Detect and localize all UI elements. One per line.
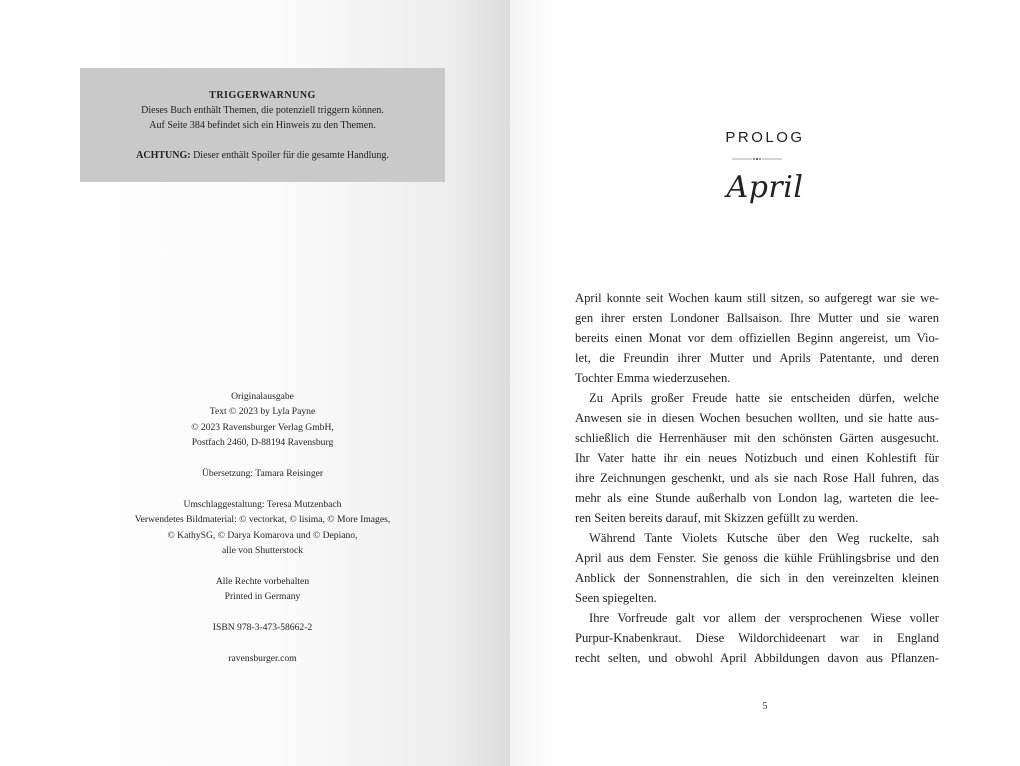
imprint-image-credits-2: © KathySG, © Darya Komarova und © Depiano, [167, 529, 358, 541]
body-text [575, 288, 939, 668]
imprint [80, 389, 445, 666]
imprint-rights: Alle Rechte vorbehalten [215, 575, 310, 587]
text-line: Zu Aprils großer Freude hatte sie entscheiden dürfen, welche [589, 391, 939, 405]
trigger-warning-line-1: Dieses Buch enthält Themen, die potenziell triggern können. [141, 105, 384, 116]
text-line: Seen spiegelten. [575, 591, 657, 605]
attention-text: Dieser enthält Spoiler für die gesamte Handlung. [190, 150, 389, 161]
text-line: April aus dem Fenster. Sie genoss die kühle Frühlingsbrise und den [575, 551, 939, 565]
imprint-cover-design: Umschlaggestaltung: Teresa Mutzenbach [183, 498, 342, 510]
page-number: 5 [762, 701, 768, 712]
text-line: mehr als eine Stunde außerhalb von London lag, warteten die lee- [575, 491, 939, 505]
text-line: ihre Zeichnungen geschenkt, und als sie nach Rose Hall fuhren, das [575, 471, 939, 485]
text-line: Ihre Vorfreude galt vor allem der versprochenen Wiese voller [589, 611, 939, 625]
imprint-address: Postfach 2460, D-88194 Ravensburg [191, 437, 334, 449]
trigger-warning-attention [80, 148, 445, 163]
imprint-printed: Printed in Germany [224, 591, 301, 603]
trigger-warning-box [80, 68, 445, 182]
text-line: bereits einen Monat vor dem offiziellen Beginn angereist, um Vio- [575, 331, 939, 345]
text-line: ren Seiten bereits darauf, mit Skizzen gefüllt zu werden. [575, 511, 859, 525]
imprint-image-credits-3: alle von Shutterstock [222, 545, 303, 557]
text-line: let, die Freundin ihrer Mutter und Aprils Patentante, und deren [575, 351, 939, 365]
text-line: Anblick der Sonnenstrahlen, die sich in den vereinzelten kleinen [575, 571, 939, 585]
text-line: schließlich die Herrenhäuser mit den schönsten Gärten ausgesucht. [575, 431, 939, 445]
prolog-heading: PROLOG [725, 129, 805, 146]
trigger-warning-line-2: Auf Seite 384 befindet sich ein Hinweis zu den Themen. [149, 120, 376, 131]
text-line: Ihr Vater hatte ihr ein neues Notizbuch und einen Kohlestift für [575, 451, 939, 465]
chapter-name-script: April [726, 170, 804, 205]
imprint-edition: Originalausgabe [231, 391, 294, 402]
trigger-warning-title: TRIGGERWARNUNG [209, 90, 316, 101]
attention-label: ACHTUNG: [136, 150, 191, 161]
text-line: Während Tante Violets Kutsche über den Weg ruckelte, sah [589, 531, 939, 545]
imprint-image-credits-1: Verwendetes Bildmaterial: © vectorkat, © lisima, © More Images, [134, 514, 391, 526]
imprint-text-copyright: Text © 2023 by Lyla Payne [209, 406, 316, 418]
text-line: April konnte seit Wochen kaum still sitzen, so aufgeregt war sie we- [575, 291, 939, 305]
imprint-publisher-copyright: © 2023 Ravensburger Verlag GmbH, [191, 421, 334, 433]
text-line: recht selten, und obwohl April Abbildungen davon aus Pflanzen- [575, 651, 939, 665]
text-line: Purpur-Knabenkraut. Diese Wildorchideenart war in England [575, 631, 939, 645]
text-line: Tochter Emma wiederzusehen. [575, 371, 731, 385]
imprint-isbn: ISBN 978-3-473-58662-2 [212, 622, 313, 634]
right-page [510, 0, 1020, 766]
divider-ornament-icon [732, 154, 782, 164]
imprint-translation: Übersetzung: Tamara Reisinger [201, 468, 324, 480]
text-line: gen ihrer ersten Londoner Ballsaison. Ihre Mutter und sie waren [575, 311, 939, 325]
imprint-website: ravensburger.com [228, 652, 297, 664]
text-line: Anwesen sie in diesen Wochen besuchen wollten, und sie hatte aus- [575, 411, 939, 425]
